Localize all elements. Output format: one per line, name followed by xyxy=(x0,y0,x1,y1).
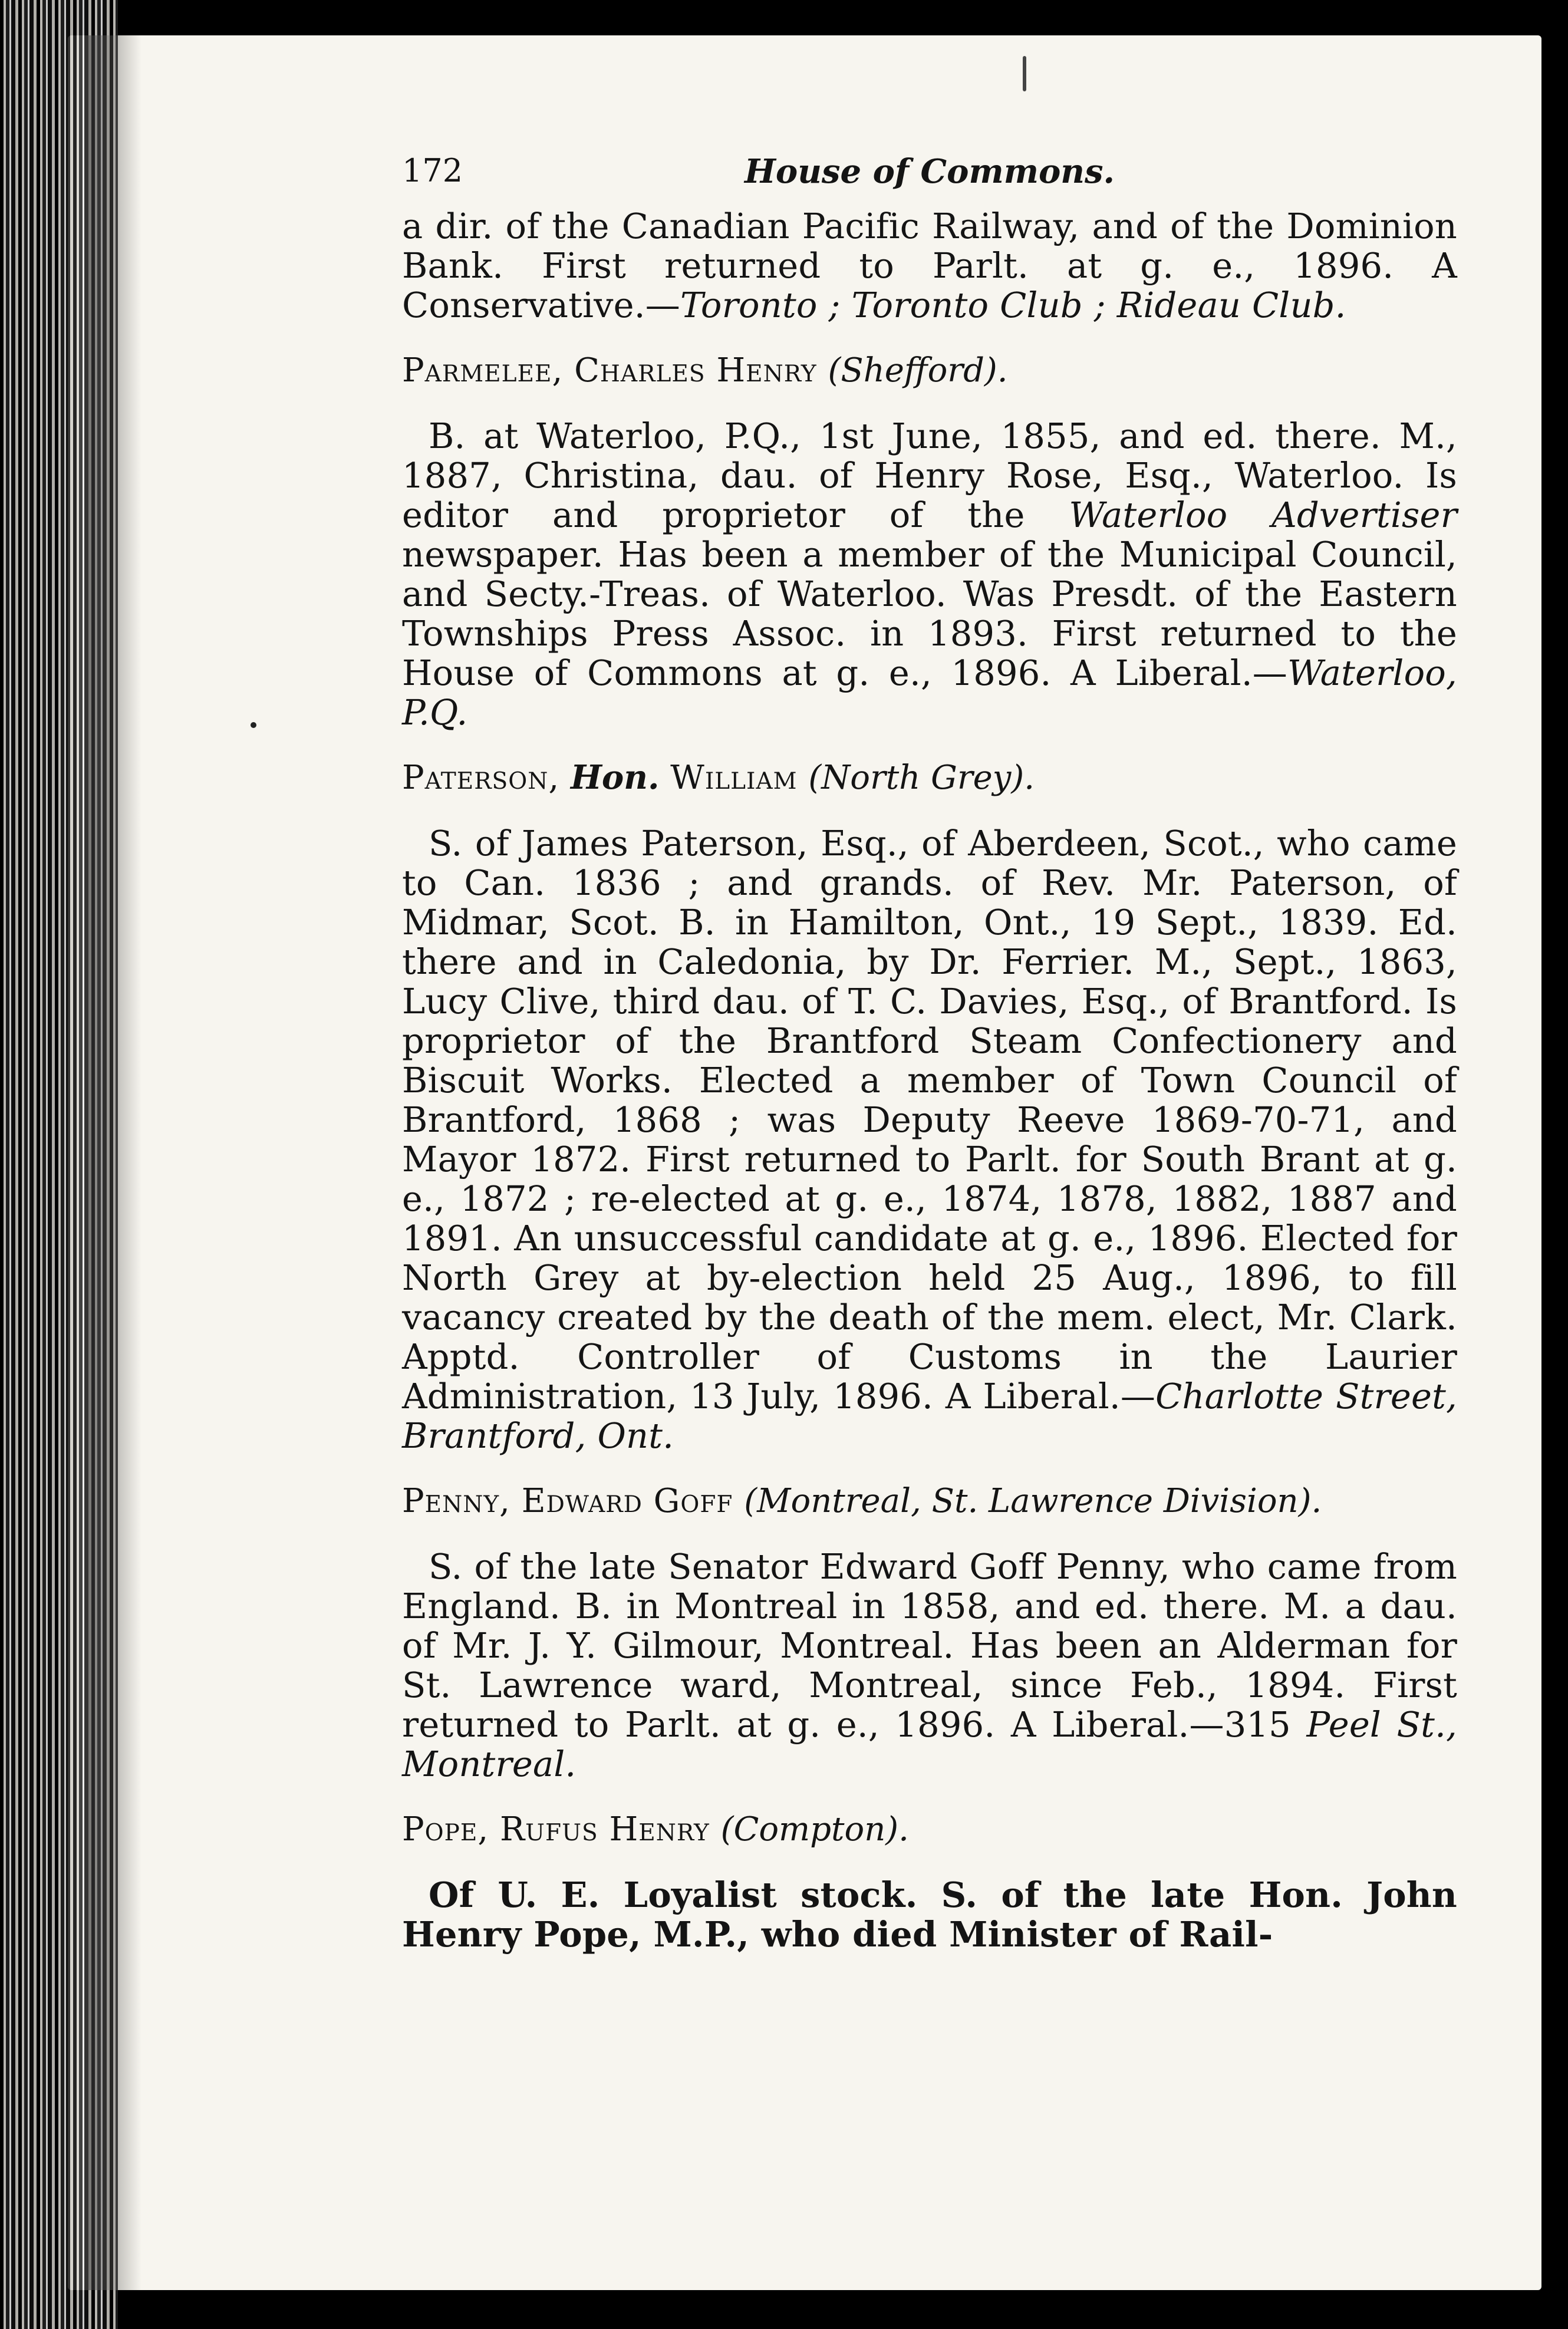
entry-penny xyxy=(402,1481,1457,1784)
entry-address: Charlotte Street, Brantford, Ont. xyxy=(402,1376,1458,1456)
ink-speck xyxy=(251,722,256,728)
entry-heading xyxy=(402,1481,1457,1521)
entry-given-name: Rufus Henry xyxy=(499,1810,710,1849)
intro-text: a dir. of the Canadian Pacific Railway, and of the Dominion Bank. First returned to Parlt. at g. e., 1896. A Conservative.— xyxy=(402,206,1457,325)
entry-bio-text: Of U. E. Loyalist stock. S. of the late Hon. John Henry Pope, M.P., who died Minister of Rail- xyxy=(402,1875,1457,1955)
entry-address: Peel St., Montreal. xyxy=(402,1704,1457,1784)
intro-address: Toronto ; Toronto Club ; Rideau Club. xyxy=(680,285,1346,325)
entry-surname: Penny, xyxy=(402,1482,510,1520)
entry-newspaper: Waterloo Advertiser xyxy=(1069,495,1458,535)
entry-heading xyxy=(402,1810,1457,1849)
entry-bio xyxy=(402,1875,1457,1954)
running-title: House of Commons. xyxy=(744,152,1115,191)
text-block xyxy=(402,141,1457,1954)
entry-given-name: Charles Henry xyxy=(574,351,817,390)
ink-scratch xyxy=(1023,56,1026,91)
entry-parmelee xyxy=(402,351,1457,732)
gutter-shadow xyxy=(88,35,141,2290)
running-head xyxy=(402,141,1457,206)
continued-entry xyxy=(402,206,1457,325)
page-number: 172 xyxy=(402,152,463,189)
entry-heading xyxy=(402,351,1457,390)
entry-given-name: William xyxy=(670,759,798,797)
entry-surname: Pope, xyxy=(402,1810,489,1849)
entry-riding: (Shefford). xyxy=(828,351,1008,390)
entry-address: Waterloo, P.Q. xyxy=(402,653,1457,733)
entry-surname: Paterson, xyxy=(402,759,560,797)
entry-riding: (Montreal, St. Lawrence Division). xyxy=(744,1482,1322,1520)
entry-riding: (North Grey). xyxy=(808,759,1035,797)
entry-bio xyxy=(402,1547,1457,1784)
entry-given-name: Edward Goff xyxy=(521,1482,733,1520)
entry-bio xyxy=(402,416,1457,732)
entry-pope xyxy=(402,1810,1457,1954)
entry-bio-text: S. of the late Senator Edward Goff Penny, who came from England. B. in Montreal in 1858, and ed. there. M. a dau. of Mr. J. Y. Gilmour, Montreal. Has been an Alderman for St. Lawrence ward, Montreal, since Feb., 1894. First returned to Parlt. at g. e., 1896. A Liberal.—315 xyxy=(402,1546,1457,1745)
entry-heading xyxy=(402,758,1457,798)
entry-riding: (Compton). xyxy=(720,1810,909,1849)
entry-bio xyxy=(402,823,1457,1455)
entry-bio-text: B. at Waterloo, P.Q., 1st June, 1855, and ed. there. M., 1887, Christina, dau. of Henry Rose, Esq., Waterloo. Is editor and proprietor of the xyxy=(402,416,1457,535)
entry-honorific: Hon. xyxy=(571,758,660,797)
entry-paterson xyxy=(402,758,1457,1455)
entry-bio-text-2: newspaper. Has been a member of the Municipal Council, and Secty.-Treas. of Waterloo. Was Presdt. of the Eastern Townships Press Assoc. in 1893. First returned to the House of Commons at g. e., 1896. A Liberal.— xyxy=(402,534,1457,693)
entry-bio-text: S. of James Paterson, Esq., of Aberdeen, Scot., who came to Can. 1836 ; and grands. of Rev. Mr. Paterson, of Midmar, Scot. B. in Hamilton, Ont., 19 Sept., 1839. Ed. there and in Caledonia, by Dr. Ferrier. M., Sept., 1863, Lucy Clive, third dau. of T. C. Davies, Esq., of Brantford. Is proprietor of the Brantford Steam Confectionery and Biscuit Works. Elected a member of Town Council of Brantford, 1868 ; was Deputy Reeve 1869-70-71, and Mayor 1872. First returned to Parlt. for South Brant at g. e., 1872 ; re-elected at g. e., 1874, 1878, 1882, 1887 and 1891. An unsuccessful candidate at g. e., 1896. Elected for North Grey at by-election held 25 Aug., 1896, to fill vacancy created by the death of the mem. elect, Mr. Clark. Apptd. Controller of Customs in the Laurier Administration, 13 July, 1896. A Liberal.— xyxy=(402,823,1457,1416)
entry-surname: Parmelee, xyxy=(402,351,564,390)
